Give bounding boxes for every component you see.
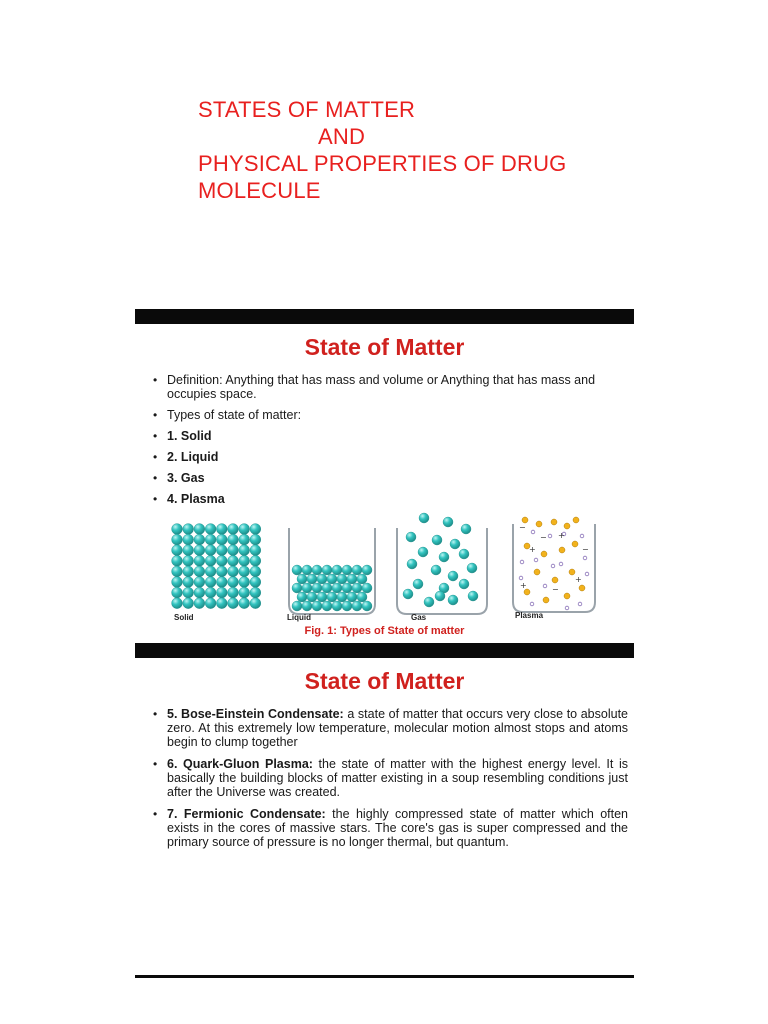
gas-particle — [418, 547, 428, 557]
liquid-particle — [327, 592, 337, 602]
liquid-particle — [342, 601, 352, 611]
solid-particle — [172, 555, 183, 566]
figure-caption: Fig. 1: Types of State of matter — [304, 625, 465, 637]
label-liquid: Liquid — [287, 613, 311, 622]
solid-particle — [183, 545, 194, 556]
solid-particle — [194, 598, 205, 609]
liquid-particle — [352, 601, 362, 611]
plasma-electron — [583, 556, 587, 560]
liquid-particle — [302, 601, 312, 611]
liquid-particle — [327, 574, 337, 584]
solid-particle — [250, 598, 261, 609]
gas-particle — [448, 571, 458, 581]
gas-particle — [424, 597, 434, 607]
plasma-electron — [551, 564, 555, 568]
plasma-ion — [543, 597, 549, 603]
plasma-ion — [564, 593, 570, 599]
slide-2-body — [135, 707, 634, 857]
liquid-particle — [307, 574, 317, 584]
solid-particle — [250, 566, 261, 577]
solid-particle — [172, 524, 183, 535]
solid-particle — [228, 577, 239, 588]
plasma-electron — [534, 558, 538, 562]
plasma-ion — [551, 519, 557, 525]
solid-particle — [239, 566, 250, 577]
list-item — [135, 471, 634, 485]
slide-title: State of Matter — [304, 334, 465, 360]
solid-particle — [183, 577, 194, 588]
plasma-ion — [564, 523, 570, 529]
gas-particle — [432, 535, 442, 545]
solid-particle — [183, 598, 194, 609]
solid-particle — [194, 534, 205, 545]
liquid-particle — [332, 565, 342, 575]
liquid-particle — [302, 583, 312, 593]
solid-particle — [172, 566, 183, 577]
liquid-particle — [317, 574, 327, 584]
liquid-particle — [292, 565, 302, 575]
title-line: STATES OF MATTER — [198, 97, 416, 122]
liquid-particle — [292, 583, 302, 593]
type-gas: 3. Gas — [167, 471, 205, 485]
solid-particle — [239, 545, 250, 556]
plasma-ion — [573, 517, 579, 523]
plasma-electron — [559, 562, 563, 566]
liquid-particle — [312, 601, 322, 611]
label-plasma: Plasma — [515, 611, 544, 620]
solid-particle — [239, 534, 250, 545]
charge-symbol: − — [582, 545, 589, 554]
gas-particle — [435, 591, 445, 601]
solid-particle — [250, 587, 261, 598]
type-liquid: 2. Liquid — [167, 450, 219, 464]
gas-particle — [461, 524, 471, 534]
plasma-electron — [580, 534, 584, 538]
gas-particle — [431, 565, 441, 575]
solid-particle — [205, 524, 216, 535]
slide-separator-bar — [135, 643, 634, 658]
gas-particle — [467, 563, 477, 573]
label-solid: Solid — [174, 613, 194, 622]
plasma-electron — [520, 560, 524, 564]
slide-title: State of Matter — [304, 668, 465, 694]
list-item — [135, 757, 634, 799]
definition-text: Definition: Anything that has mass and volume or Anything that has mass and occupies space. — [167, 373, 596, 401]
charge-symbol: − — [519, 523, 526, 532]
types-label: Types of state of matter: — [167, 408, 302, 422]
plasma-ion — [559, 547, 565, 553]
gas-particle — [448, 595, 458, 605]
solid-particle — [205, 587, 216, 598]
solid-particle — [228, 598, 239, 609]
gas-particle — [413, 579, 423, 589]
solid-particle — [250, 534, 261, 545]
liquid-particle — [297, 592, 307, 602]
title-line: MOLECULE — [198, 178, 321, 203]
gas-particle — [419, 513, 429, 523]
solid-particle — [228, 555, 239, 566]
plasma-ion — [536, 521, 542, 527]
gas-particle — [407, 559, 417, 569]
gas-particle — [450, 539, 460, 549]
plasma-electron — [530, 602, 534, 606]
solid-particle — [205, 534, 216, 545]
solid-particle — [239, 587, 250, 598]
plasma-ion — [579, 585, 585, 591]
solid-particle — [205, 555, 216, 566]
gas-particle — [406, 532, 416, 542]
solid-particle — [205, 598, 216, 609]
slide-2 — [135, 668, 634, 695]
solid-particle — [205, 577, 216, 588]
solid-particle — [183, 534, 194, 545]
gas-particle — [468, 591, 478, 601]
solid-particle — [194, 545, 205, 556]
liquid-particle — [337, 574, 347, 584]
solid-particle — [216, 598, 227, 609]
solid-particle — [250, 545, 261, 556]
solid-particle — [228, 587, 239, 598]
solid-particle — [228, 545, 239, 556]
plasma-ion — [552, 577, 558, 583]
gas-particle — [459, 579, 469, 589]
solid-particle — [228, 524, 239, 535]
liquid-particle — [362, 601, 372, 611]
list-item — [135, 707, 634, 749]
liquid-particle — [312, 565, 322, 575]
charge-symbol: + — [558, 531, 565, 540]
liquid-particle — [307, 592, 317, 602]
liquid-particle — [317, 592, 327, 602]
slide-1-body — [135, 373, 634, 513]
plasma-electron — [565, 606, 569, 610]
liquid-particle — [347, 574, 357, 584]
plasma-container — [513, 524, 595, 612]
type-solid: 1. Solid — [167, 429, 212, 443]
solid-particle — [250, 555, 261, 566]
plasma-electron — [531, 530, 535, 534]
liquid-particle — [362, 583, 372, 593]
solid-particle — [183, 587, 194, 598]
liquid-particle — [332, 601, 342, 611]
description: a state of matter that occurs very close to absolute zero. At this extremely low temperature, molecular motion almost stops and atoms begin to clump together — [167, 707, 628, 749]
liquid-particle — [322, 565, 332, 575]
solid-particle — [216, 555, 227, 566]
solid-particle — [228, 534, 239, 545]
bullet-list — [135, 707, 634, 849]
solid-particle — [194, 577, 205, 588]
solid-particle — [172, 577, 183, 588]
liquid-particle — [312, 583, 322, 593]
gas-particle — [439, 552, 449, 562]
bullet-list — [135, 373, 634, 506]
solid-particle — [239, 598, 250, 609]
title-line: AND — [318, 124, 366, 149]
solid-particle — [239, 555, 250, 566]
list-item — [135, 373, 634, 401]
solid-particle — [172, 587, 183, 598]
solid-particle — [172, 545, 183, 556]
solid-particle — [216, 534, 227, 545]
liquid-particle — [297, 574, 307, 584]
liquid-particle — [332, 583, 342, 593]
slide-top-bar — [135, 309, 634, 324]
solid-particle — [205, 566, 216, 577]
liquid-particle — [352, 565, 362, 575]
list-item — [135, 429, 634, 443]
document-title — [198, 96, 566, 204]
liquid-particle — [357, 574, 367, 584]
solid-particle — [228, 566, 239, 577]
plasma-ion — [541, 551, 547, 557]
gas-particle — [443, 517, 453, 527]
charge-symbol: − — [552, 585, 559, 594]
solid-particle — [194, 566, 205, 577]
charge-symbol: + — [520, 581, 527, 590]
solid-particle — [250, 577, 261, 588]
states-of-matter-figure — [135, 508, 634, 616]
solid-particle — [183, 524, 194, 535]
plasma-electron — [548, 534, 552, 538]
list-item — [135, 450, 634, 464]
solid-particle — [216, 566, 227, 577]
solid-particle — [172, 598, 183, 609]
solid-particle — [239, 524, 250, 535]
slide-1 — [135, 334, 634, 361]
solid-particle — [194, 555, 205, 566]
type-plasma: 4. Plasma — [167, 492, 225, 506]
plasma-ion — [534, 569, 540, 575]
solid-particle — [183, 555, 194, 566]
plasma-ion — [572, 541, 578, 547]
liquid-particle — [302, 565, 312, 575]
label-gas: Gas — [411, 613, 427, 622]
solid-particle — [172, 534, 183, 545]
liquid-particle — [347, 592, 357, 602]
title-line: PHYSICAL PROPERTIES OF DRUG — [198, 151, 567, 176]
solid-particle — [216, 577, 227, 588]
term: 6. Quark-Gluon Plasma: — [167, 757, 313, 771]
gas-particle — [403, 589, 413, 599]
term: 7. Fermionic Condensate: — [167, 807, 326, 821]
solid-particle — [216, 545, 227, 556]
bottom-rule — [135, 975, 634, 978]
charge-symbol: − — [540, 533, 547, 542]
solid-particle — [239, 577, 250, 588]
liquid-particle — [322, 583, 332, 593]
term: 5. Bose-Einstein Condensate: — [167, 707, 344, 721]
liquid-particle — [292, 601, 302, 611]
list-item — [135, 408, 634, 422]
liquid-particle — [337, 592, 347, 602]
liquid-particle — [352, 583, 362, 593]
liquid-particle — [357, 592, 367, 602]
list-item — [135, 492, 634, 506]
solid-particle — [194, 524, 205, 535]
plasma-electron — [519, 576, 523, 580]
plasma-electron — [543, 584, 547, 588]
liquid-particle — [342, 583, 352, 593]
solid-particle — [216, 587, 227, 598]
list-item — [135, 807, 634, 849]
solid-particle — [250, 524, 261, 535]
solid-particle — [205, 545, 216, 556]
liquid-particle — [322, 601, 332, 611]
liquid-particle — [362, 565, 372, 575]
solid-particle — [194, 587, 205, 598]
plasma-electron — [578, 602, 582, 606]
gas-particle — [459, 549, 469, 559]
solid-particle — [183, 566, 194, 577]
plasma-electron — [585, 572, 589, 576]
solid-particle — [216, 524, 227, 535]
description: the state of matter with the highest energy level. It is basically the building blocks of matter existing in a soup resembling conditions just after the Universe was created. — [167, 757, 628, 799]
liquid-particle — [342, 565, 352, 575]
charge-symbol: + — [575, 575, 582, 584]
description: the highly compressed state of matter which often exists in the cores of massive stars. The core's gas is super compressed and the primary source of pressure is no longer thermal, but quantum. — [167, 807, 628, 849]
charge-symbol: + — [529, 545, 536, 554]
